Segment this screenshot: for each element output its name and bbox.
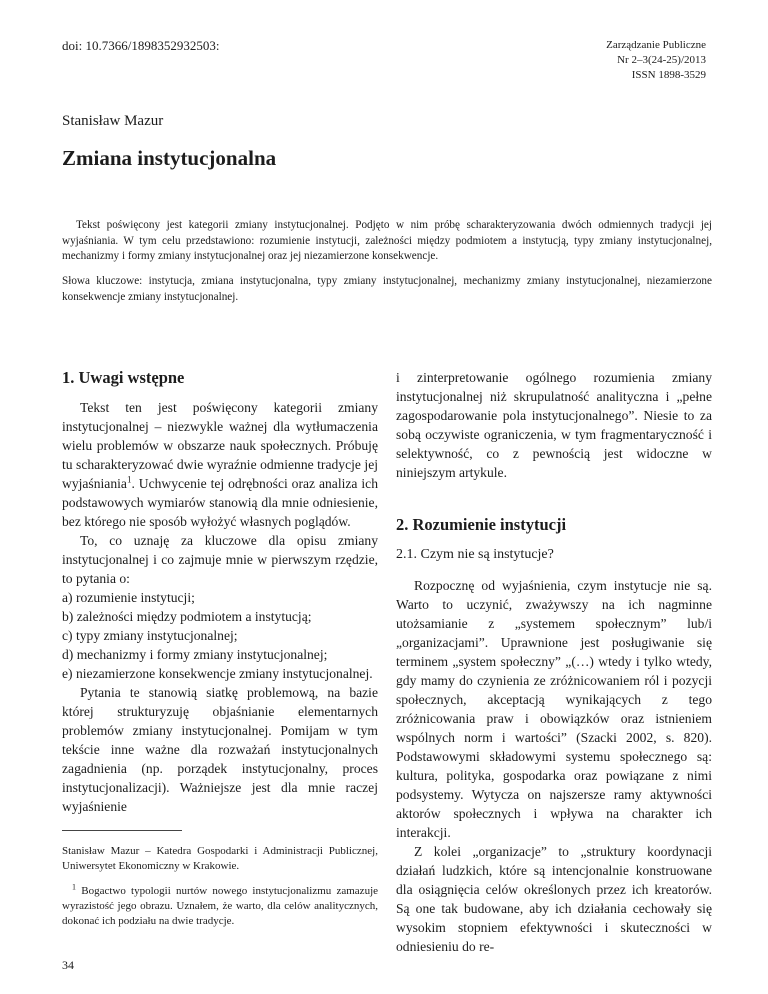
journal-info (506, 38, 706, 83)
list-item: b) zależności między podmiotem a instytucją; (62, 609, 312, 624)
doi-line: doi: 10.7366/1898352932503: (62, 38, 220, 53)
paragraph (62, 398, 378, 531)
journal-issn: ISSN 1898-3529 (631, 69, 706, 81)
question-list (62, 588, 378, 683)
keywords: Słowa kluczowe: instytucja, zmiana instytucjonalna, typy zmiany instytucjonalnej, mechanizmy zmiany instytucjonalnej, niezamierzone konsekwencje zmiany instytucjonalnej. (62, 275, 712, 303)
paragraph: Rozpocznę od wyjaśnienia, czym instytucje nie są. Warto to uczynić, zważywszy na ich nagminne utożsamianie z „systemem społecznym” lub/i „organizacjami”. Uprawnione jest posługiwanie się terminem „system społeczny” „(…) wtedy i tylko wtedy, gdy mamy do czynienia ze zróżnicowaniem ról i pozycji społecznych, akceptacją wynikających z tego zróżnicowania praw i obowiązków oraz istnieniem wspólnych norm i wartości” (Szacki 2002, s. 820). Podstawowymi składowymi systemu społecznego są: kultura, polityka, gospodarka oraz powiązane z nimi podsystemy. Wytycza on najszersze ramy aktywności aktorów społecznych i wpływa na charakter ich interakcji. (396, 578, 712, 840)
page-number: 34 (62, 958, 74, 972)
list-item: e) niezamierzone konsekwencje zmiany instytucjonalnej. (62, 666, 373, 681)
paragraph: To, co uznaję za kluczowe dla opisu zmiany instytucjonalnej i co zajmuje mnie w pierwszym rzędzie, to pytania o: (62, 533, 378, 586)
list-item: d) mechanizmy i formy zmiany instytucjonalnej; (62, 647, 328, 662)
footnote-rule (62, 830, 182, 831)
footnote-number: 1 (72, 882, 76, 892)
left-column (62, 368, 378, 816)
subsection-heading: 2.1. Czym nie są instytucje? (396, 547, 554, 562)
article-title: Zmiana instytucjonalna (62, 146, 277, 170)
journal-name: Zarządzanie Publiczne (606, 39, 706, 51)
section-heading-1: 1. Uwagi wstępne (62, 368, 185, 387)
abstract: Tekst poświęcony jest kategorii zmiany instytucjonalnej. Podjęto w nim próbę scharakteryzowania dwóch odmiennych tradycji jej wyjaśniania. W tym celu przedstawiono: rozumienie instytucji, zależności między podmiotem a instytucją, typy zmiany instytucjonalnej, mechanizmy i formy zmiany instytucjonalnej oraz jej niezamierzone konsekwencje. (62, 219, 712, 262)
journal-issue: Nr 2–3(24-25)/2013 (617, 54, 706, 66)
footnote-text: Bogactwo typologii nurtów nowego instytucjonalizmu zamazuje wyrazistość jego obrazu. Uznałem, że warto, dla celów analitycznych, dokonać ich podziału na dwie tradycje. (62, 885, 379, 927)
paragraph: i zinterpretowanie ogólnego rozumienia zmiany instytucjonalnej niż skrupulatność analityczna i „pełne zagospodarowanie pola instytucjonalnego”. Niesie to za sobą oczywiste ograniczenia, w tym fragmentaryczność i selektywność, co z pewnością jest widoczne w niniejszym artykule. (396, 370, 712, 480)
author-affiliation: Stanisław Mazur – Katedra Gospodarki i Administracji Publicznej, Uniwersytet Ekonomiczny w Krakowie. (62, 845, 378, 872)
paragraph-text: Tekst ten jest poświęcony kategorii zmiany instytucjonalnej – niezwykle ważnej dla wytłumaczenia wielu problemów w obszarze nauk społecznych. Próbuję tu scharakteryzować dwie wyraźnie odmienne tradycje jej wyjaśniania (62, 400, 378, 491)
footnote-mark: 1 (126, 474, 132, 485)
paragraph: Z kolei „organizacje” to „struktury koordynacji działań ludzkich, które są intencjonalnie konstruowane dla osiągnięcia celów określonych przez ich kreatorów. Są one tak budowane, aby ich działania cechowały się wysokim stopniem efektywności i skuteczności w odniesieniu do re- (396, 844, 712, 954)
paragraph: Pytania te stanowią siatkę problemową, na bazie której strukturyzuję objaśnianie elementarnych problemów zmiany instytucjonalnej. Pomijam w tym tekście inne ważne dla rozważań instytucjonalnych zagadnienia (np. porządek instytucjonalny, proces instytucjonalizacji). Ważniejsze jest dla mnie raczej wyjaśnienie (62, 685, 378, 814)
section-heading-2: 2. Rozumienie instytucji (396, 515, 567, 534)
list-item: a) rozumienie instytucji; (62, 590, 195, 605)
list-item: c) typy zmiany instytucjonalnej; (62, 628, 238, 643)
paragraph-text: . Uchwycenie tej odrębności oraz analiza ich podstawowych wymiarów stanowią dla mnie odniesienie, bez którego nie sposób wyłożyć własnych poglądów. (62, 476, 378, 529)
right-column (396, 368, 712, 956)
author-name: Stanisław Mazur (62, 113, 164, 129)
footnote-1 (62, 884, 378, 929)
